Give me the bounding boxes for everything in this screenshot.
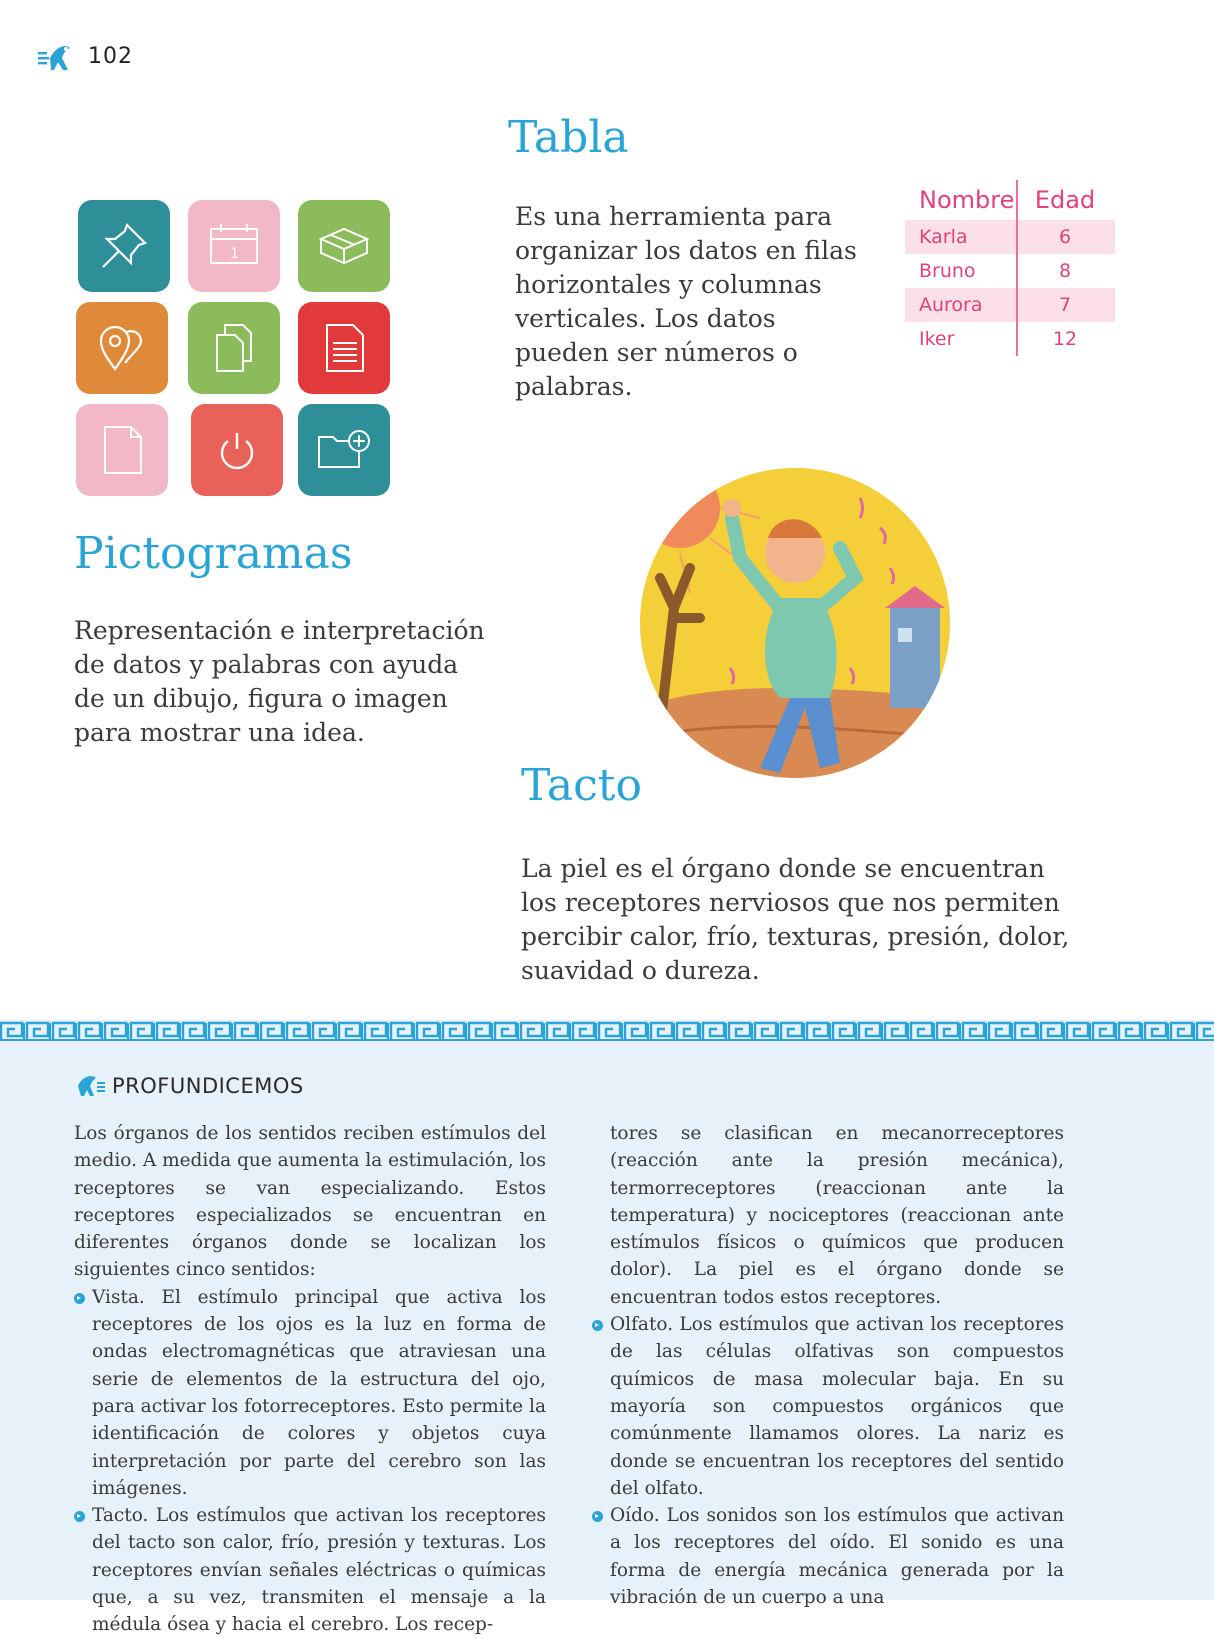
list-item-text: Olfato. Los estímulos que activan los receptores de las células olfativas son compuestos químicos de masa molecular baja. En su mayoría son compuestos orgánicos que comúnmente llamamos olores. La nariz es donde se encuentran los receptores del sentido del olfato. [610,1314,1064,1499]
hot-man-illustration-icon [640,468,950,778]
intro-paragraph: Los órganos de los sentidos reciben estímulos del medio. A medida que aumenta la estimulación, los receptores se van especializando. Estos receptores especializados se encuentran en diferentes órganos donde se localizan los siguientes cinco sentidos: [74,1123,547,1281]
table-row [905,288,1115,322]
cell-age: 8 [1058,260,1072,282]
bullet-icon [592,1320,603,1331]
pictogram-grid [76,200,396,500]
profundicemos-right-column [592,1120,1064,1611]
copy-pages-icon [203,317,265,379]
table-row [905,254,1115,288]
header-edad: Edad [1034,186,1096,214]
cell-name: Karla [919,226,968,248]
header-nombre: Nombre [919,186,1015,214]
map-pin-icon [91,317,153,379]
pictogramas-title: Pictogramas [74,528,353,579]
copy-tile [188,302,280,394]
profundicemos-title: PROFUNDICEMOS [112,1074,304,1098]
profundicemos-left-column [74,1120,546,1639]
pushpin-tile [78,200,170,292]
blank-page-tile [76,404,168,496]
tabla-title: Tabla [508,112,629,163]
calendar-tile [188,200,280,292]
table-header [905,180,1115,220]
greek-key-border [0,1020,1214,1042]
cell-age: 6 [1058,226,1072,248]
table-divider [1016,180,1018,356]
document-icon [313,317,375,379]
table-row [905,322,1115,356]
page-number: 102 [88,44,133,69]
power-tile [191,404,283,496]
continuation-paragraph: tores se clasifican en mecanorreceptores (reacción ante la presión mecánica), termorreceptores (reaccionan ante la temperatura) y nociceptores (reaccionan ante estímulos físicos o químicos que producen dolor). La piel es el órgano donde se encuentran todos estos receptores. [610,1123,1064,1308]
cell-name: Aurora [919,294,983,316]
cell-name: Iker [919,328,955,350]
list-item [74,1284,546,1502]
table-row [905,220,1115,254]
list-item [592,1311,1064,1502]
list-item-text: Vista. El estímulo principal que activa los receptores de los ojos es la luz en forma de ondas electromagnéticas que atraviesan una serie de elementos de la estructura del ojo, para activar los fotorreceptores. Esto permite la identificación de colores y objetos cuya interpretación por parte del cerebro son las imágenes. [92,1286,546,1499]
senses-list-right [592,1311,1064,1611]
calendar-day: 1 [230,246,239,262]
list-item [592,1502,1064,1611]
box-tile [298,200,390,292]
blank-page-icon [91,419,153,481]
tacto-title: Tacto [521,760,642,811]
folder-add-tile [298,404,390,496]
tabla-text: Es una herramienta para organizar los datos en filas horizontales y columnas verticales. Los datos pueden ser números o palabras. [515,202,857,401]
bullet-icon [74,1511,85,1522]
box-icon [313,215,375,277]
tacto-text: La piel es el órgano donde se encuentran los receptores nerviosos que nos permiten percibir calor, frío, texturas, presión, dolor, suavidad o dureza. [521,854,1070,985]
hummingbird-logo-icon [36,40,78,76]
document-tile [298,302,390,394]
bullet-icon [74,1293,85,1304]
bullet-icon [592,1511,603,1522]
cell-age: 7 [1058,294,1072,316]
cell-age: 12 [1052,328,1078,350]
data-table [905,180,1115,356]
list-item-text: Oído. Los sonidos son los estímulos que activan a los receptores del oído. El sonido es una forma de energía mecánica generada por la vibración de un cuerpo a una [610,1505,1064,1609]
power-icon [206,419,268,481]
calendar-icon [203,215,265,277]
list-item-text: Tacto. Los estímulos que activan los receptores del tacto son calor, frío, presión y texturas. Los receptores envían señales eléctricas o químicas que, a su vez, transmiten el mensaje a la médula ósea y hacia el cerebro. Los recep- [92,1505,546,1636]
tacto-illustration [640,468,950,778]
cell-name: Bruno [919,260,976,282]
pushpin-icon [93,215,155,277]
map-pin-tile [76,302,168,394]
senses-list-left [74,1284,546,1639]
folder-add-icon [313,419,375,481]
list-item [74,1502,546,1638]
pictogramas-text: Representación e interpretación de datos y palabras con ayuda de un dibujo, figura o imagen para mostrar una idea. [74,616,485,747]
hummingbird-section-icon [74,1072,106,1100]
